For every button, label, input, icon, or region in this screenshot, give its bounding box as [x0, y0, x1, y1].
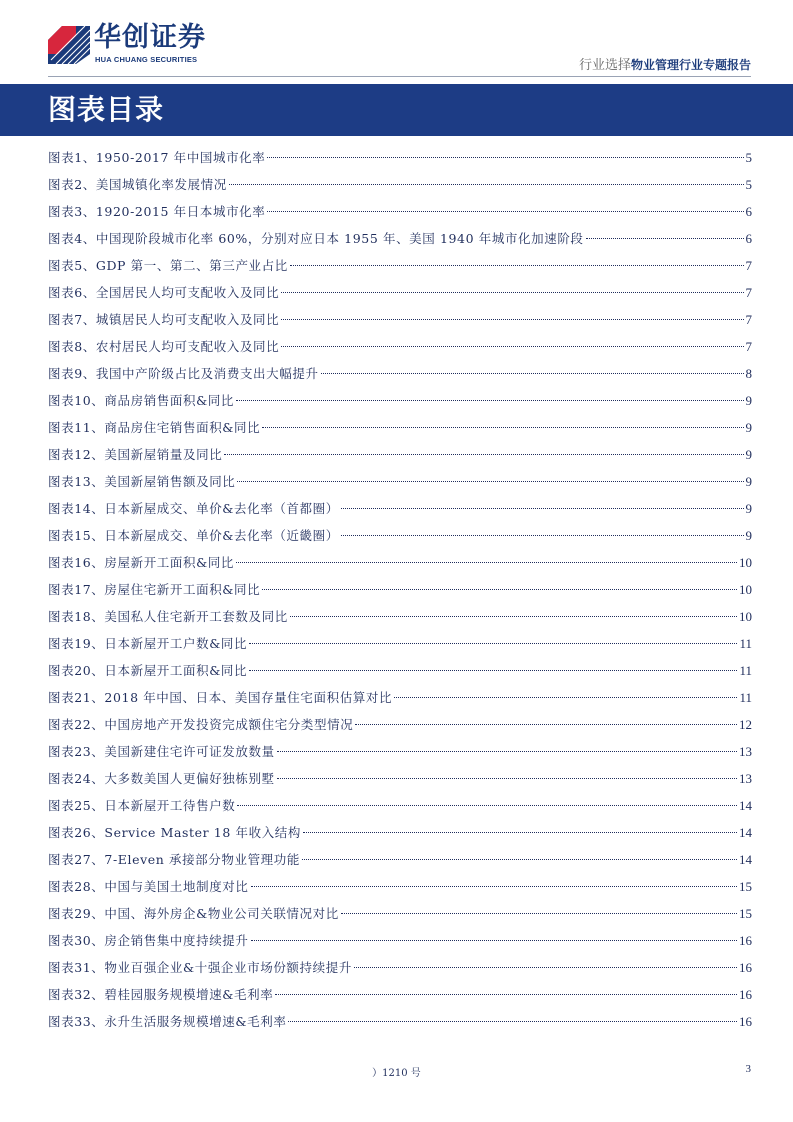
toc-entry[interactable] [48, 144, 752, 171]
toc-entry-label[interactable]: 图表23、美国新建住宅许可证发放数量 [48, 744, 275, 759]
toc-entry[interactable] [48, 981, 752, 1008]
toc-dot-leader [262, 589, 737, 590]
toc-entry-label[interactable]: 图表13、美国新屋销售额及同比 [48, 474, 236, 489]
toc-entry-page[interactable]: 8 [745, 366, 752, 381]
page-header [0, 0, 793, 80]
toc-entry[interactable] [48, 900, 752, 927]
section-banner [0, 84, 793, 136]
toc-entry-label[interactable]: 图表4、中国现阶段城市化率 60%，分别对应日本 1955 年、美国 1940 年城市化加速阶段 [48, 231, 584, 246]
toc-entry-label[interactable]: 图表18、美国私人住宅新开工套数及同比 [48, 609, 288, 624]
toc-entry-label[interactable]: 图表14、日本新屋成交、单价&去化率（首都圈） [48, 501, 339, 516]
toc-entry[interactable] [48, 549, 752, 576]
toc-entry-label[interactable]: 图表26、Service Master 18 年收入结构 [48, 825, 301, 840]
toc-entry[interactable] [48, 576, 752, 603]
toc-entry-page[interactable]: 13 [739, 744, 752, 759]
toc-entry-page[interactable]: 11 [739, 636, 752, 651]
footer-license-text: ）1210 号 [372, 1068, 421, 1079]
toc-entry-label[interactable]: 图表6、全国居民人均可支配收入及同比 [48, 285, 280, 300]
toc-entry-label[interactable]: 图表7、城镇居民人均可支配收入及同比 [48, 312, 280, 327]
toc-entry-label[interactable]: 图表19、日本新屋开工户数&同比 [48, 636, 248, 651]
logo-chinese-name: 华创证券 [94, 22, 206, 53]
toc-dot-leader [355, 724, 737, 725]
logo-english-name: HUA CHUANG SECURITIES [95, 55, 198, 64]
toc-entry-label[interactable]: 图表8、农村居民人均可支配收入及同比 [48, 339, 280, 354]
toc-entry-page[interactable]: 10 [739, 555, 752, 570]
toc-entry-page[interactable]: 16 [739, 987, 752, 1002]
toc-entry[interactable] [48, 387, 752, 414]
toc-dot-leader [224, 454, 743, 455]
toc-entry-page[interactable]: 9 [745, 393, 752, 408]
toc-entry[interactable] [48, 414, 752, 441]
toc-entry[interactable] [48, 711, 752, 738]
toc-dot-leader [236, 562, 737, 563]
toc-entry[interactable] [48, 846, 752, 873]
toc-entry[interactable] [48, 468, 752, 495]
toc-dot-leader [586, 238, 744, 239]
section-title: 图表目录 [48, 93, 165, 126]
toc-entry-page[interactable]: 14 [739, 798, 752, 813]
toc-dot-leader [249, 643, 737, 644]
toc-entry-page[interactable]: 12 [739, 717, 752, 732]
toc-entry[interactable] [48, 738, 752, 765]
toc-entry[interactable] [48, 1008, 752, 1035]
toc-entry-label[interactable]: 图表29、中国、海外房企&物业公司关联情况对比 [48, 906, 339, 921]
toc-dot-leader [341, 535, 744, 536]
toc-entry[interactable] [48, 684, 752, 711]
toc-dot-leader [236, 400, 743, 401]
toc-dot-leader [281, 292, 743, 293]
toc-dot-leader [341, 913, 737, 914]
toc-dot-leader [251, 940, 737, 941]
toc-dot-leader [354, 967, 737, 968]
header-divider [48, 76, 751, 77]
toc-entry-label[interactable]: 图表5、GDP 第一、第二、第三产业占比 [48, 258, 288, 273]
toc-entry-label[interactable]: 图表30、房企销售集中度持续提升 [48, 933, 249, 948]
toc-entry-label[interactable]: 图表16、房屋新开工面积&同比 [48, 555, 235, 570]
toc-entry-label[interactable]: 图表15、日本新屋成交、单价&去化率（近畿圈） [48, 528, 339, 543]
figure-toc-list [48, 144, 752, 1035]
header-report-info [579, 54, 751, 73]
toc-entry-page[interactable]: 7 [745, 312, 752, 327]
toc-entry[interactable] [48, 441, 752, 468]
toc-entry-page[interactable]: 14 [739, 852, 752, 867]
toc-entry[interactable] [48, 171, 752, 198]
toc-entry-page[interactable]: 6 [745, 204, 752, 219]
toc-entry[interactable] [48, 198, 752, 225]
toc-entry[interactable] [48, 630, 752, 657]
toc-entry[interactable] [48, 225, 752, 252]
toc-entry-label[interactable]: 图表17、房屋住宅新开工面积&同比 [48, 582, 261, 597]
toc-entry[interactable] [48, 603, 752, 630]
report-title: 物业管理行业专题报告 [630, 58, 751, 72]
toc-entry-label[interactable]: 图表20、日本新屋开工面积&同比 [48, 663, 248, 678]
toc-entry-label[interactable]: 图表12、美国新屋销量及同比 [48, 447, 223, 462]
toc-dot-leader [267, 157, 743, 158]
toc-entry-page[interactable]: 5 [745, 177, 752, 192]
toc-entry-label[interactable]: 图表33、永升生活服务规模增速&毛利率 [48, 1014, 287, 1029]
toc-dot-leader [251, 886, 737, 887]
toc-entry-page[interactable]: 10 [739, 609, 752, 624]
toc-entry-page[interactable]: 9 [745, 447, 752, 462]
toc-dot-leader [288, 1021, 737, 1022]
toc-entry[interactable] [48, 657, 752, 684]
toc-entry[interactable] [48, 927, 752, 954]
toc-dot-leader [267, 211, 743, 212]
toc-dot-leader [262, 427, 743, 428]
toc-dot-leader [229, 184, 744, 185]
toc-entry[interactable] [48, 279, 752, 306]
toc-dot-leader [277, 778, 737, 779]
toc-dot-leader [237, 481, 743, 482]
toc-entry-label[interactable]: 图表21、2018 年中国、日本、美国存量住宅面积估算对比 [48, 690, 393, 705]
toc-entry-page[interactable]: 13 [739, 771, 752, 786]
toc-entry-page[interactable]: 7 [745, 285, 752, 300]
toc-entry[interactable] [48, 252, 752, 279]
toc-entry[interactable] [48, 873, 752, 900]
toc-entry-page[interactable]: 10 [739, 582, 752, 597]
toc-dot-leader [281, 346, 743, 347]
toc-entry-label[interactable]: 图表10、商品房销售面积&同比 [48, 393, 235, 408]
toc-entry-label[interactable]: 图表3、1920-2015 年日本城市化率 [48, 204, 266, 219]
report-category: 行业选择 [578, 58, 631, 73]
toc-entry[interactable] [48, 954, 752, 981]
toc-entry-page[interactable]: 14 [739, 825, 752, 840]
toc-entry[interactable] [48, 495, 752, 522]
toc-entry-label[interactable]: 图表32、碧桂园服务规模增速&毛利率 [48, 987, 274, 1002]
toc-entry-page[interactable]: 15 [739, 906, 752, 921]
toc-entry[interactable] [48, 819, 752, 846]
toc-entry-page[interactable]: 5 [745, 150, 752, 165]
toc-dot-leader [281, 319, 743, 320]
toc-dot-leader [249, 670, 737, 671]
toc-entry-label[interactable]: 图表1、1950-2017 年中国城市化率 [48, 150, 266, 165]
toc-dot-leader [237, 805, 737, 806]
toc-dot-leader [302, 859, 737, 860]
toc-entry-label[interactable]: 图表11、商品房住宅销售面积&同比 [48, 420, 261, 435]
toc-dot-leader [321, 373, 744, 374]
toc-dot-leader [303, 832, 737, 833]
toc-entry-page[interactable]: 7 [745, 339, 752, 354]
toc-entry-page[interactable]: 9 [745, 474, 752, 489]
toc-entry-page[interactable]: 9 [745, 501, 752, 516]
toc-entry-page[interactable]: 15 [739, 879, 752, 894]
toc-entry[interactable] [48, 765, 752, 792]
toc-entry-page[interactable]: 11 [739, 663, 752, 678]
toc-entry-page[interactable]: 16 [739, 933, 752, 948]
toc-entry[interactable] [48, 792, 752, 819]
toc-dot-leader [341, 508, 744, 509]
toc-dot-leader [290, 265, 744, 266]
toc-entry-label[interactable]: 图表2、美国城镇化率发展情况 [48, 177, 227, 192]
toc-dot-leader [277, 751, 737, 752]
toc-entry-page[interactable]: 9 [745, 528, 752, 543]
toc-entry[interactable] [48, 333, 752, 360]
toc-dot-leader [290, 616, 737, 617]
toc-entry[interactable] [48, 360, 752, 387]
toc-entry-page[interactable]: 6 [745, 231, 752, 246]
huachuang-logo-icon [48, 26, 90, 64]
toc-entry-label[interactable]: 图表9、我国中产阶级占比及消费支出大幅提升 [48, 366, 319, 381]
toc-entry-label[interactable]: 图表31、物业百强企业&十强企业市场份额持续提升 [48, 960, 352, 975]
toc-entry-page[interactable]: 16 [739, 960, 752, 975]
toc-entry-page[interactable]: 7 [745, 258, 752, 273]
toc-dot-leader [394, 697, 737, 698]
toc-entry[interactable] [48, 522, 752, 549]
toc-entry-label[interactable]: 图表27、7-Eleven 承接部分物业管理功能 [48, 852, 300, 867]
toc-entry-label[interactable]: 图表24、大多数美国人更偏好独栋别墅 [48, 771, 275, 786]
footer-page-number: 3 [745, 1063, 751, 1075]
toc-dot-leader [275, 994, 737, 995]
toc-entry-page[interactable]: 11 [739, 690, 752, 705]
toc-entry[interactable] [48, 306, 752, 333]
toc-entry-label[interactable]: 图表25、日本新屋开工待售户数 [48, 798, 236, 813]
toc-entry-label[interactable]: 图表28、中国与美国土地制度对比 [48, 879, 249, 894]
toc-entry-page[interactable]: 16 [739, 1014, 752, 1029]
toc-entry-page[interactable]: 9 [745, 420, 752, 435]
toc-entry-label[interactable]: 图表22、中国房地产开发投资完成额住宅分类型情况 [48, 717, 354, 732]
